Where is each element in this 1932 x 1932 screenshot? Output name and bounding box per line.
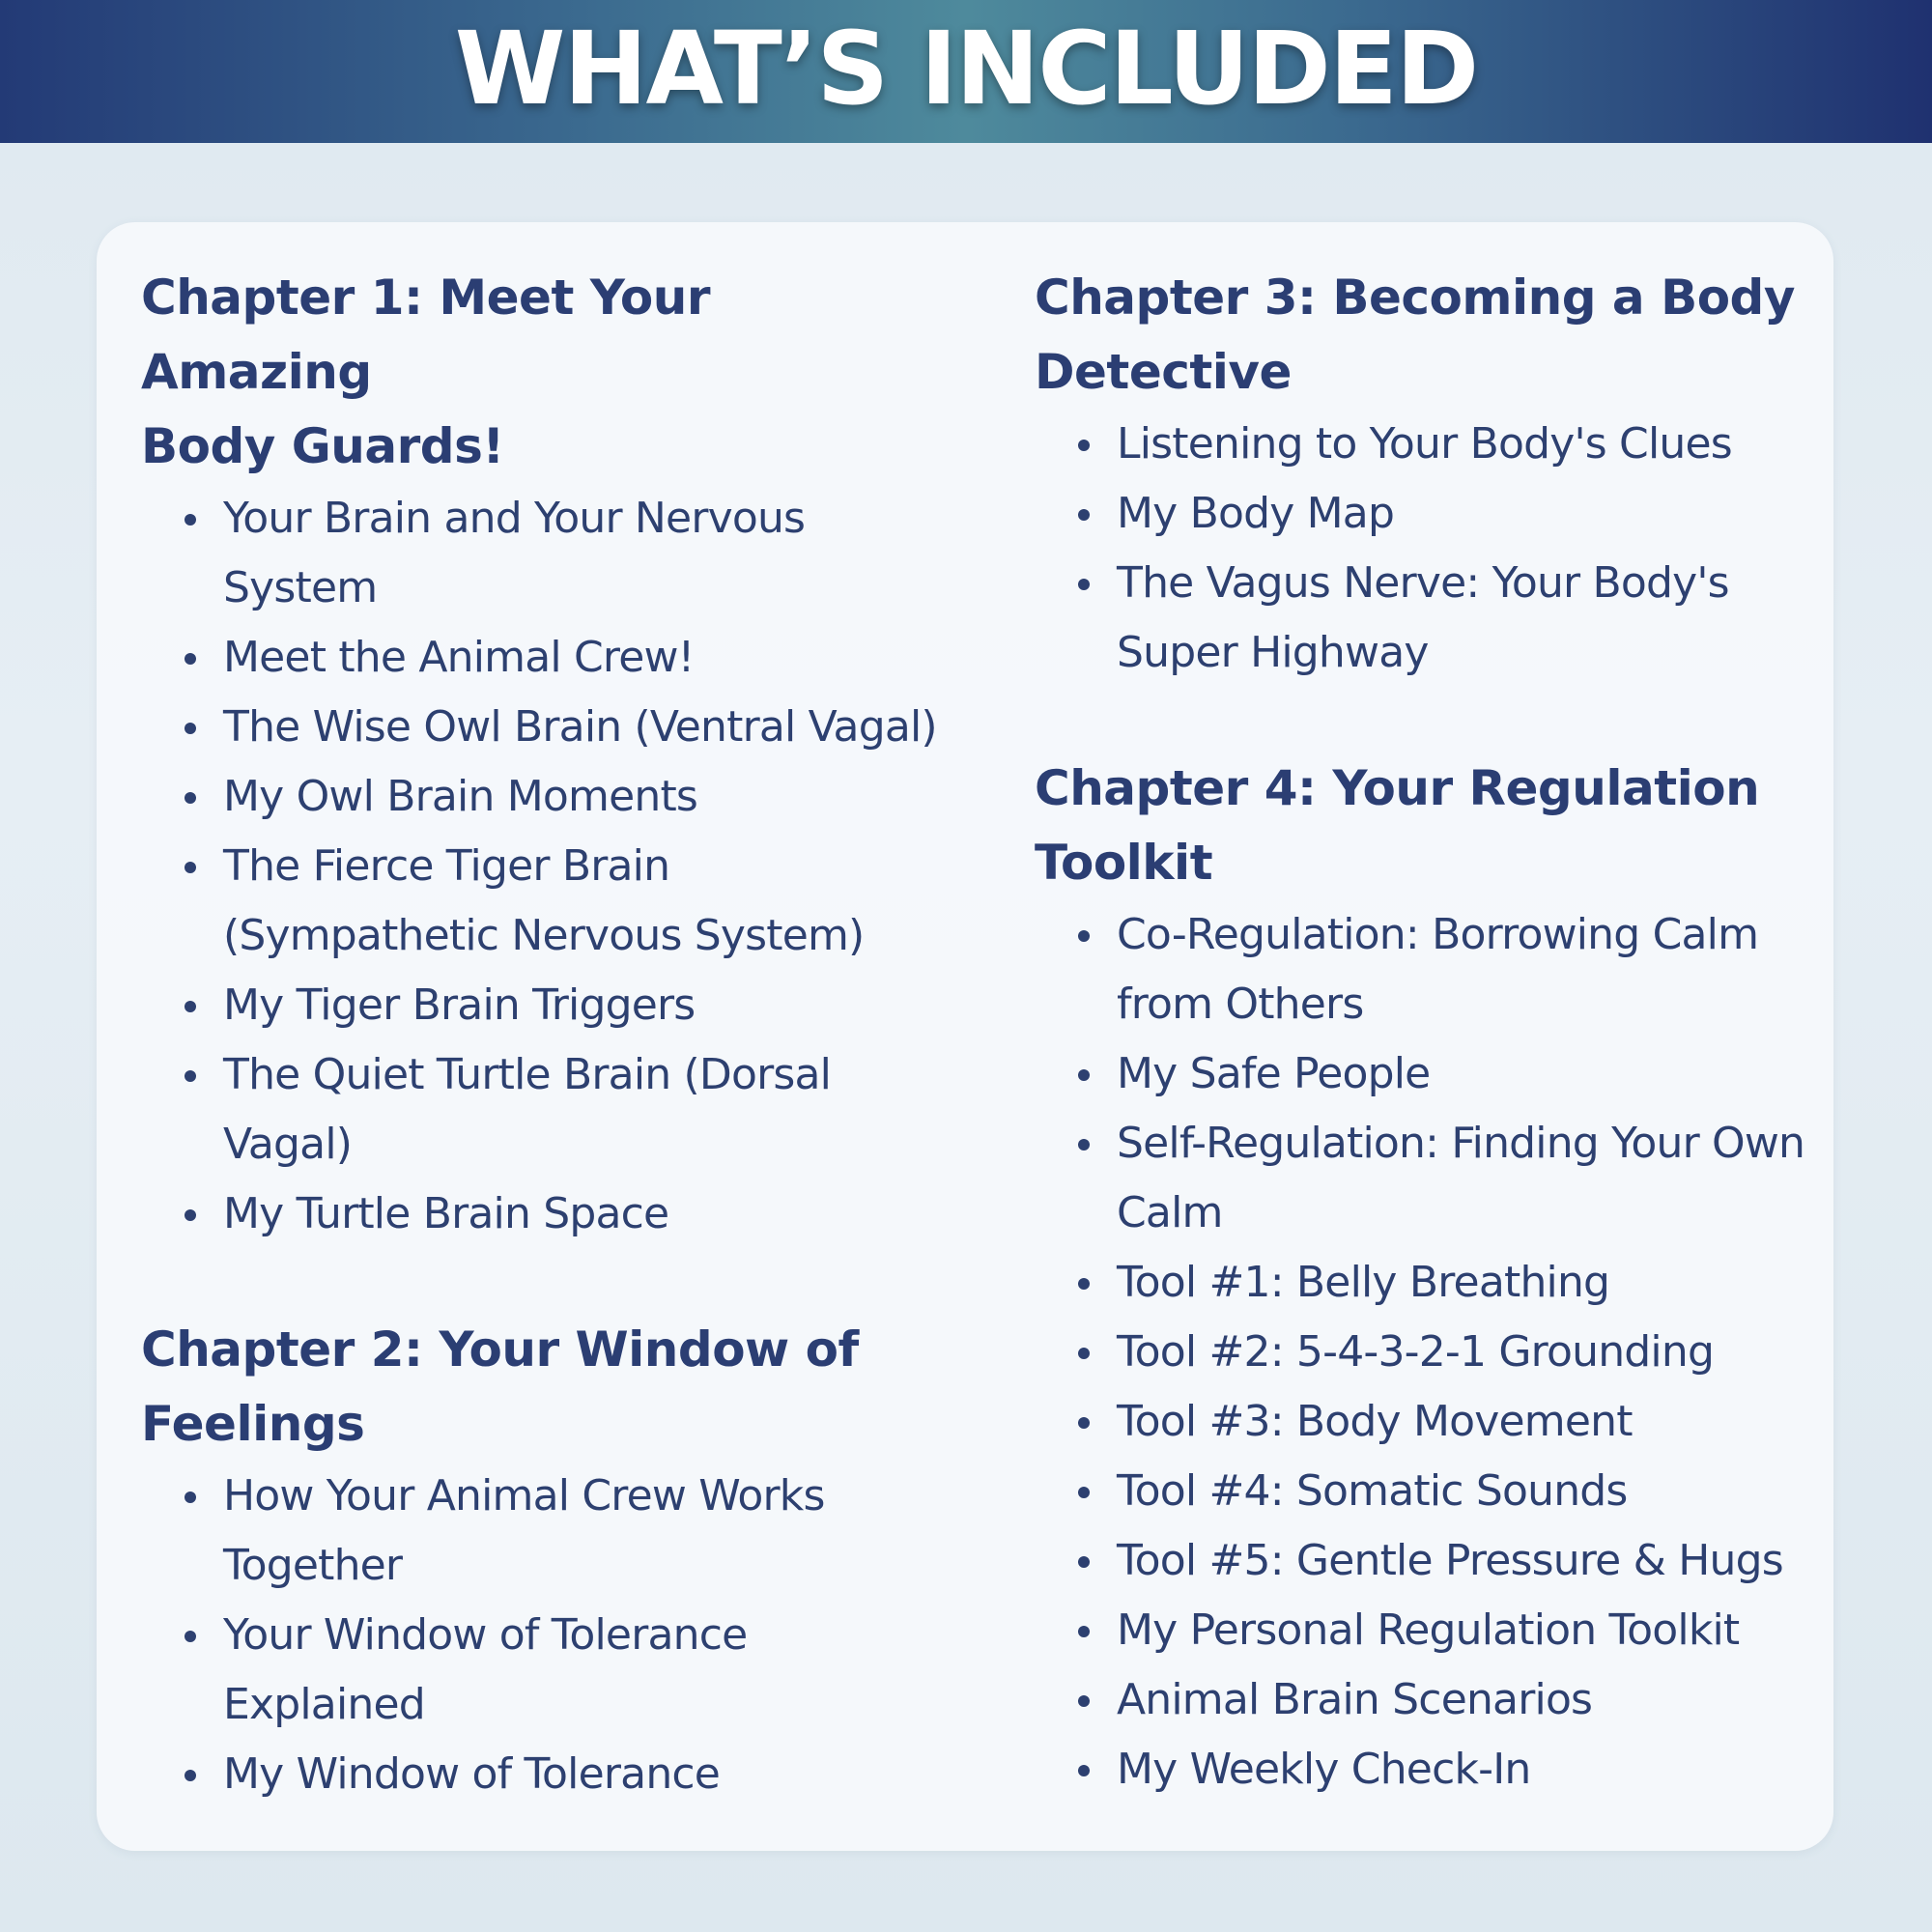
- list-item: The Wise Owl Brain (Ventral Vagal): [223, 693, 943, 762]
- chapter-4-title-line2: Toolkit: [1035, 835, 1213, 891]
- contents-card: [97, 222, 1833, 1851]
- chapter-1-title-line1: Chapter 1: Meet Your Amazing: [141, 270, 710, 400]
- list-item: Co-Regulation: Borrowing Calm from Others: [1117, 900, 1807, 1039]
- list-item: The Quiet Turtle Brain (Dorsal Vagal): [223, 1040, 943, 1179]
- header-banner: [0, 0, 1932, 143]
- list-item: Tool #3: Body Movement: [1117, 1387, 1807, 1457]
- chapter-2: [141, 1313, 943, 1809]
- list-item: Tool #5: Gentle Pressure & Hugs: [1117, 1526, 1807, 1596]
- list-item: My Body Map: [1117, 479, 1807, 549]
- chapter-1-title-line2: Body Guards!: [141, 418, 504, 474]
- list-item: My Weekly Check-In: [1117, 1735, 1807, 1804]
- list-item: Your Brain and Your Nervous System: [223, 484, 943, 623]
- chapter-1-items: [141, 484, 943, 1249]
- chapter-3-title: [1035, 261, 1807, 410]
- list-item: Meet the Animal Crew!: [223, 623, 943, 693]
- left-column: [141, 261, 943, 1809]
- chapter-4: [1035, 752, 1807, 1804]
- chapter-2-items: [141, 1462, 943, 1809]
- chapter-3-title-line2: Detective: [1035, 344, 1292, 400]
- list-item: Listening to Your Body's Clues: [1117, 410, 1807, 479]
- chapter-3-title-line1: Chapter 3: Becoming a Body: [1035, 270, 1795, 326]
- list-item: My Owl Brain Moments: [223, 762, 943, 832]
- list-item: The Vagus Nerve: Your Body's Super Highway: [1117, 549, 1807, 688]
- right-column: [1035, 261, 1807, 1804]
- list-item: Self-Regulation: Finding Your Own Calm: [1117, 1109, 1807, 1248]
- list-item: Your Window of Tolerance Explained: [223, 1601, 943, 1740]
- chapter-1-title: [141, 261, 943, 484]
- chapter-2-title: [141, 1313, 943, 1462]
- list-item: Tool #2: 5-4-3-2-1 Grounding: [1117, 1318, 1807, 1387]
- list-item: Animal Brain Scenarios: [1117, 1665, 1807, 1735]
- chapter-2-title-line1: Chapter 2: Your Window of: [141, 1321, 859, 1378]
- list-item: My Turtle Brain Space: [223, 1179, 943, 1249]
- list-item: My Personal Regulation Toolkit: [1117, 1596, 1807, 1665]
- chapter-3-items: [1035, 410, 1807, 688]
- chapter-3: [1035, 261, 1807, 688]
- list-item: Tool #4: Somatic Sounds: [1117, 1457, 1807, 1526]
- list-item: The Fierce Tiger Brain (Sympathetic Nervous System): [223, 832, 943, 971]
- chapter-4-title: [1035, 752, 1807, 900]
- list-item: How Your Animal Crew Works Together: [223, 1462, 943, 1601]
- list-item: My Window of Tolerance: [223, 1740, 943, 1809]
- list-item: My Tiger Brain Triggers: [223, 971, 943, 1040]
- page-title: WHAT’S INCLUDED: [454, 10, 1478, 128]
- chapter-4-title-line1: Chapter 4: Your Regulation: [1035, 760, 1760, 816]
- list-item: Tool #1: Belly Breathing: [1117, 1248, 1807, 1318]
- chapter-4-items: [1035, 900, 1807, 1804]
- chapter-2-title-line2: Feelings: [141, 1396, 365, 1452]
- list-item: My Safe People: [1117, 1039, 1807, 1109]
- chapter-1: [141, 261, 943, 1249]
